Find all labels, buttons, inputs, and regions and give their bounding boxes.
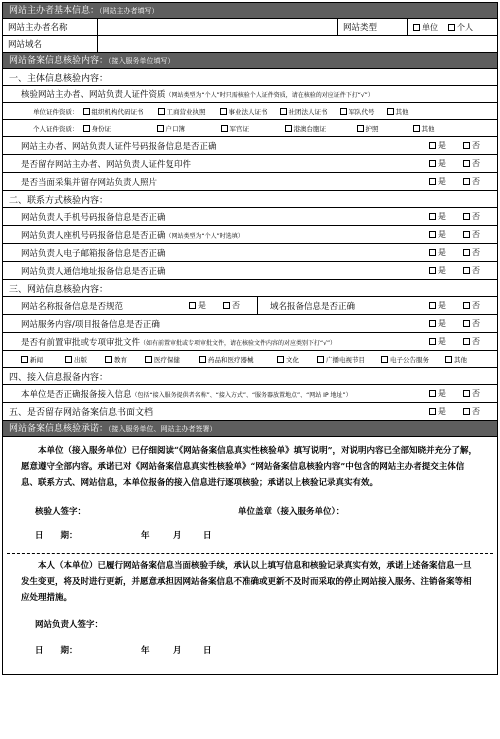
option-label: 护照 (365, 124, 379, 133)
check-item-label: 本单位是否正确报备接入信息 (21, 389, 132, 400)
no-option[interactable] (463, 318, 497, 329)
cert-option[interactable] (413, 124, 435, 133)
unit-cert-label: 单位证件资质： (33, 107, 79, 116)
approval-option[interactable] (317, 355, 377, 364)
no-option[interactable] (463, 176, 497, 187)
approval-option[interactable] (105, 355, 141, 364)
check-item-label: 是否当面采集并留存网站负责人照片 (21, 177, 158, 188)
check-item-label: 网站名称报备信息是否规范 (21, 301, 124, 312)
checkbox[interactable] (429, 267, 436, 274)
no-option[interactable] (463, 336, 497, 347)
yes-option[interactable] (429, 265, 463, 276)
checkbox[interactable] (277, 356, 284, 363)
option-label: 否 (472, 248, 480, 257)
verification-form (2, 2, 498, 675)
check-item-label: 网站负责人手机号码报备信息是否正确 (21, 212, 166, 223)
checkbox[interactable] (429, 213, 436, 220)
option-label: 是 (438, 159, 446, 168)
cert-check-label: 核验网站主办者、网站负责人证件资质 (21, 90, 166, 100)
option-label: 是 (438, 177, 446, 186)
checkbox[interactable] (463, 320, 470, 327)
date-label: 日 期： (35, 531, 78, 541)
checkbox[interactable] (463, 160, 470, 167)
section-header-promise (3, 421, 497, 437)
checkbox[interactable] (21, 356, 28, 363)
checkbox[interactable] (429, 408, 436, 415)
option-label: 是 (438, 319, 446, 328)
option-label: 工商营业执照 (166, 107, 206, 116)
no-option[interactable] (463, 211, 497, 222)
check-item (3, 155, 497, 173)
unit-cert-row (3, 103, 497, 120)
yes-option[interactable] (429, 336, 463, 347)
domain-field[interactable] (98, 36, 497, 52)
checkbox[interactable] (157, 125, 164, 132)
check-item (3, 333, 497, 351)
option-label: 是 (198, 301, 206, 310)
checkbox[interactable] (189, 302, 196, 309)
checkbox[interactable] (65, 356, 72, 363)
option-label: 是 (438, 407, 446, 416)
checkbox[interactable] (429, 249, 436, 256)
yes-option[interactable] (189, 300, 223, 311)
check-item-label: 是否留存网站主办者、网站负责人证件复印件 (21, 159, 192, 170)
option-label: 其他 (421, 124, 435, 133)
checkbox[interactable] (221, 125, 228, 132)
check-item-label: 域名报备信息是否正确 (270, 301, 356, 312)
header-title: 网站主办者基本信息： (9, 6, 100, 16)
approval-option[interactable] (21, 355, 61, 364)
header-title: 网站备案信息核验内容： (9, 56, 109, 66)
no-option[interactable] (463, 247, 497, 258)
section-header-verify (3, 53, 497, 69)
checkbox[interactable] (463, 267, 470, 274)
option-label: 是 (438, 301, 446, 310)
checkbox[interactable] (145, 356, 152, 363)
yes-option[interactable] (429, 140, 463, 151)
option-label: 否 (472, 389, 480, 398)
check-item (3, 244, 497, 262)
checkbox[interactable] (413, 24, 420, 31)
checkbox[interactable] (413, 125, 420, 132)
option-label: 新闻 (30, 355, 43, 364)
checkbox[interactable] (429, 390, 436, 397)
person-cert-row (3, 120, 497, 137)
no-option[interactable] (463, 406, 497, 417)
yes-option[interactable] (429, 158, 463, 169)
checkbox[interactable] (463, 231, 470, 238)
check-item-label: 网站主办者、网站负责人证件号码报备信息是否正确 (21, 141, 217, 152)
check-item (3, 137, 497, 155)
promise-text-2: 本人（本单位）已履行网站备案信息当面核验手续，承认以上填写信息和核验记录真实有效，承诺上述备案信息一旦发生变更，将及时进行更新，并愿意承担因网站备案信息不准确或更新不及时而采取的停止网站接入服务、注销备案等相应处理措施。 (21, 561, 472, 603)
yes-option[interactable] (429, 211, 463, 222)
person-cert-label: 个人证件资质： (33, 124, 79, 133)
checkbox[interactable] (199, 356, 206, 363)
cert-option[interactable] (357, 124, 409, 133)
checkbox[interactable] (463, 249, 470, 256)
no-option[interactable] (463, 388, 497, 399)
promise-text-1: 本单位（接入服务单位）已仔细阅读“《网站备案信息真实性核验单》填写说明”，对说明内容已全部知晓并充分了解，愿意遵守全部内容。承诺已对《网站备案信息真实性核验单》“网站备案信息核验内容”中包含的网站主办者提交主体信息、联系方式、网站信息，本单位报备的接入信息进行逐项核验；承诺以上核验记录真实有效。 (21, 446, 478, 488)
checkbox[interactable] (429, 231, 436, 238)
domain-label: 网站域名 (3, 36, 98, 52)
cert-option[interactable] (280, 107, 328, 116)
check-item-label: 网站服务内容/项目报备信息是否正确 (21, 319, 160, 330)
no-option[interactable] (463, 158, 497, 169)
option-label: 户口簿 (165, 124, 185, 133)
date-line (3, 527, 497, 545)
checkbox[interactable] (105, 356, 112, 363)
option-label: 个人 (457, 22, 473, 32)
checkbox[interactable] (223, 302, 230, 309)
yes-option[interactable] (429, 388, 463, 399)
checkbox[interactable] (463, 390, 470, 397)
option-label: 否 (472, 212, 480, 221)
option-label: 否 (472, 301, 480, 310)
option-label: 文化 (286, 355, 299, 364)
month-label: 月 (173, 646, 182, 656)
option-label: 广播电视节目 (326, 355, 365, 364)
sec1-title: 一、主体信息核验内容： (3, 69, 497, 86)
check-item (3, 208, 497, 226)
checkbox[interactable] (448, 24, 455, 31)
option-label: 否 (472, 319, 480, 328)
checkbox[interactable] (463, 142, 470, 149)
option-label: 军队代号 (348, 107, 375, 116)
approval-options-row (3, 351, 497, 368)
cert-option[interactable] (83, 107, 144, 116)
check-item-note: （如有前置审批或专项审批文件，请在核验文件内容的对应类别下打“√”） (140, 339, 337, 347)
option-label: 其他 (454, 355, 467, 364)
approval-option[interactable] (199, 355, 273, 364)
approval-option[interactable] (381, 355, 441, 364)
option-label: 否 (472, 141, 480, 150)
option-label: 是 (438, 248, 446, 257)
checkbox[interactable] (158, 108, 165, 115)
date-label: 日 期： (35, 646, 78, 656)
option-label: 电子公告服务 (390, 355, 429, 364)
no-option[interactable] (463, 229, 497, 240)
checkbox[interactable] (357, 125, 364, 132)
day-label: 日 (203, 531, 212, 541)
header-subtitle: （接入服务单位、网站主办者签署） (108, 425, 217, 433)
cert-option[interactable] (158, 107, 206, 116)
day-label: 日 (203, 646, 212, 656)
checkbox[interactable] (220, 108, 227, 115)
approval-option[interactable] (65, 355, 101, 364)
owner-name-label: 网站主办者名称 (3, 19, 98, 35)
option-label: 是 (438, 266, 446, 275)
check-item (3, 403, 497, 421)
yes-option[interactable] (429, 300, 463, 311)
option-label: 其他 (395, 107, 409, 116)
checkbox[interactable] (445, 356, 452, 363)
option-label: 单位 (422, 22, 438, 32)
signature-line (3, 616, 497, 634)
option-label: 组织机构代码证书 (91, 107, 144, 116)
option-label: 否 (232, 301, 240, 310)
option-label: 军官证 (229, 124, 249, 133)
checkbox[interactable] (429, 338, 436, 345)
option-label: 否 (472, 159, 480, 168)
sec3-title: 三、网站信息核验内容： (3, 280, 497, 297)
yes-option[interactable] (429, 229, 463, 240)
header-subtitle: （网站主办者填写） (99, 7, 159, 15)
check-item-note: （包括“接入服务提供者名称”、“接入方式”、“服务器放置地点”、“网站 IP 地址”） (131, 391, 352, 399)
no-option[interactable] (463, 140, 497, 151)
cert-option[interactable] (340, 107, 375, 116)
cert-check-note: （网站类型为“个人”时只需核验个人证件资质，请在核验的对应证件下打“√”） (165, 91, 374, 99)
check-item (3, 315, 497, 333)
header-title: 网站备案信息核验承诺： (9, 424, 109, 434)
sec2-title: 二、联系方式核验内容： (3, 191, 497, 208)
yes-option[interactable] (429, 318, 463, 329)
option-label: 出版 (74, 355, 87, 364)
year-label: 年 (141, 531, 150, 541)
approval-option[interactable] (277, 355, 313, 364)
option-label: 否 (472, 337, 480, 346)
check-item-label: 网站负责人电子邮箱报备信息是否正确 (21, 248, 166, 259)
cert-option[interactable] (157, 124, 217, 133)
approval-option[interactable] (445, 355, 467, 364)
checkbox[interactable] (280, 108, 287, 115)
check-item (3, 297, 497, 315)
cert-option[interactable] (221, 124, 281, 133)
check-item (3, 226, 497, 244)
approval-option[interactable] (145, 355, 195, 364)
option-label: 港澳台胞证 (293, 124, 326, 133)
header-subtitle: （接入服务单位填写） (108, 57, 175, 65)
checkbox[interactable] (463, 302, 470, 309)
seal-label: 单位盖章（接入服务单位）： (238, 507, 345, 517)
option-label: 是 (438, 230, 446, 239)
checkbox[interactable] (83, 125, 90, 132)
checkbox[interactable] (429, 160, 436, 167)
check-item-label: 是否有前置审批或专项审批文件 (21, 337, 141, 348)
promise-area (3, 437, 497, 674)
no-option[interactable] (463, 300, 497, 311)
checkbox[interactable] (463, 338, 470, 345)
checkbox[interactable] (83, 108, 90, 115)
year-label: 年 (141, 646, 150, 656)
cert-option[interactable] (285, 124, 353, 133)
checkbox[interactable] (387, 108, 394, 115)
signature-line (3, 503, 497, 521)
option-label: 否 (472, 230, 480, 239)
no-option[interactable] (223, 300, 257, 311)
option-label: 是 (438, 389, 446, 398)
check-item (3, 173, 497, 191)
option-label: 是 (438, 212, 446, 221)
cert-option[interactable] (387, 107, 409, 116)
cert-option[interactable] (220, 107, 268, 116)
date-line (3, 642, 497, 660)
option-label: 否 (472, 407, 480, 416)
checkbox[interactable] (429, 302, 436, 309)
site-type-unit-option[interactable] (413, 22, 438, 33)
site-type-person-option[interactable] (448, 22, 473, 33)
owner-sign-label: 网站负责人签字： (35, 620, 104, 630)
checkbox[interactable] (381, 356, 388, 363)
option-label: 教育 (114, 355, 127, 364)
option-label: 药品和医疗器械 (208, 355, 254, 364)
option-label: 是 (438, 337, 446, 346)
check-item (3, 262, 497, 280)
yes-option[interactable] (429, 176, 463, 187)
checkbox[interactable] (317, 356, 324, 363)
option-label: 是 (438, 141, 446, 150)
check-item-label: 网站负责人座机号码报备信息是否正确 (21, 230, 166, 241)
checkbox[interactable] (285, 125, 292, 132)
sec4-title: 四、接入信息报备内容： (3, 368, 497, 385)
check-item (3, 385, 497, 403)
yes-option[interactable] (429, 247, 463, 258)
checkbox[interactable] (429, 142, 436, 149)
section-header-basic (3, 3, 497, 19)
month-label: 月 (173, 531, 182, 541)
option-label: 事业法人证书 (228, 107, 268, 116)
checkbox[interactable] (463, 213, 470, 220)
checkbox[interactable] (340, 108, 347, 115)
owner-name-field[interactable] (98, 19, 338, 35)
checker-sign-label: 核验人签字： (35, 507, 87, 517)
option-label: 医疗保健 (154, 355, 180, 364)
check-item-note: （网站类型为“个人”时选填） (165, 232, 244, 240)
option-label: 身份证 (91, 124, 111, 133)
checkbox[interactable] (463, 178, 470, 185)
checkbox[interactable] (429, 178, 436, 185)
option-label: 否 (472, 177, 480, 186)
no-option[interactable] (463, 265, 497, 276)
sec5-title: 五、是否留存网站备案信息书面文档 (9, 408, 154, 418)
checkbox[interactable] (429, 320, 436, 327)
check-item-label: 网站负责人通信地址报备信息是否正确 (21, 266, 166, 277)
option-label: 否 (472, 266, 480, 275)
option-label: 社团法人证书 (288, 107, 328, 116)
checkbox[interactable] (463, 408, 470, 415)
cert-option[interactable] (83, 124, 153, 133)
yes-option[interactable] (429, 406, 463, 417)
site-type-label: 网站类型 (338, 19, 408, 35)
